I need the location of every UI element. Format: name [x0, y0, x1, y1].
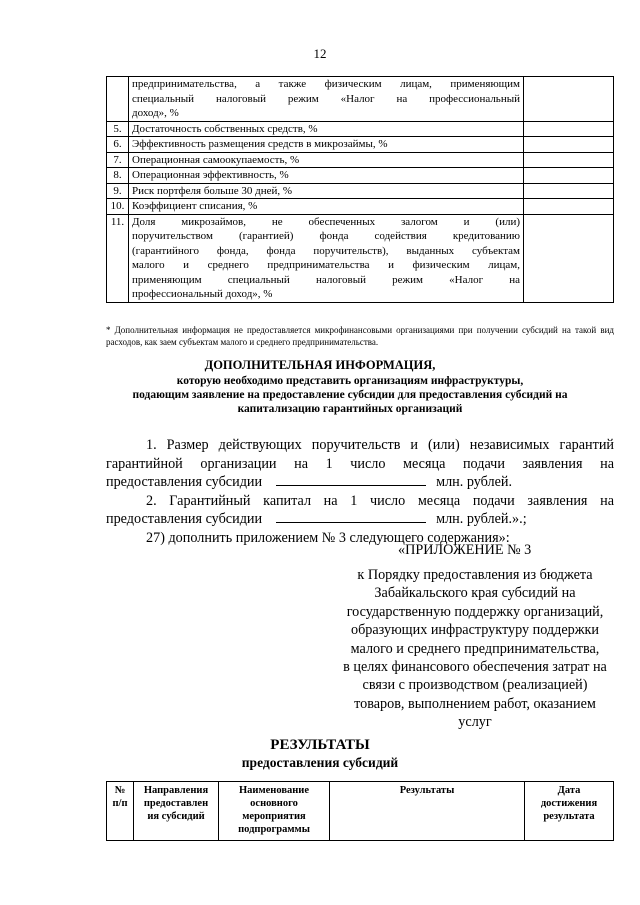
header-line: результата — [543, 811, 595, 822]
column-header-direction — [134, 782, 219, 841]
header-line: Наименование — [239, 785, 309, 796]
row-number — [107, 77, 129, 122]
body-text — [106, 436, 614, 548]
footnote: * Дополнительная информация не предоставляется микрофинансовыми организациями при получении субсидий на такой вид расходов, как заем субъектам малого и среднего предпринимательства. — [106, 325, 614, 347]
column-header-results — [330, 782, 525, 841]
header-line: предоставлен — [143, 798, 209, 809]
row-description — [129, 77, 524, 122]
row-line: применяющим специальный налоговый режим «Налог на — [132, 273, 520, 286]
header-line: № — [114, 785, 126, 796]
appendix-line: образующих инфраструктуру поддержки — [350, 622, 600, 639]
appendix-line: связи с производством (реализацией) — [362, 677, 588, 694]
page-number: 12 — [313, 46, 327, 61]
table-row — [107, 168, 614, 184]
subtitle-line: капитализацию гарантийных организаций — [237, 403, 463, 415]
row-number: 10. — [107, 199, 129, 215]
header-line: Направления — [143, 785, 209, 796]
table-row — [107, 199, 614, 215]
row-number: 6. — [107, 137, 129, 153]
appendix-line: малого и среднего предпринимательства, — [350, 640, 600, 657]
header-line: основного — [250, 798, 298, 809]
row-line: Доля микрозаймов, не обеспеченных залогом и (или) — [132, 215, 520, 228]
paragraph-line — [106, 510, 614, 529]
appendix-line: Забайкальского края субсидий на — [374, 585, 576, 602]
row-description: Достаточность собственных средств, % — [129, 121, 524, 137]
row-description: Коэффициент списания, % — [129, 199, 524, 215]
row-number: 11. — [107, 214, 129, 302]
row-number: 7. — [107, 152, 129, 168]
table-row — [107, 137, 614, 153]
text-fragment: предоставления субсидии — [106, 474, 263, 491]
subtitle-line: которую необходимо представить организациям инфраструктуры, — [176, 375, 524, 387]
row-description: Операционная самоокупаемость, % — [129, 152, 524, 168]
row-value — [524, 137, 614, 153]
row-value — [524, 214, 614, 302]
row-number: 5. — [107, 121, 129, 137]
blank-field — [276, 510, 426, 523]
blank-field — [276, 473, 426, 486]
table-row — [107, 152, 614, 168]
paragraph-line: гарантийной организации на 1 число месяца подачи заявления на — [106, 455, 614, 472]
row-value — [524, 152, 614, 168]
row-description: Операционная эффективность, % — [129, 168, 524, 184]
appendix-reference — [330, 566, 620, 732]
header-line: мероприятия — [242, 811, 306, 822]
additional-info-title: ДОПОЛНИТЕЛЬНАЯ ИНФОРМАЦИЯ, — [204, 358, 436, 372]
header-line: Дата — [557, 785, 581, 796]
header-line: ия субсидий — [147, 811, 205, 822]
row-value — [524, 183, 614, 199]
table-row — [107, 77, 614, 122]
row-line: предпринимательства, а также физическим лицам, применяющим — [132, 78, 520, 90]
row-line: малого и среднего предпринимательства и физическим лицам, — [132, 259, 520, 271]
paragraph-line: 2. Гарантийный капитал на 1 число месяца подачи заявления на — [146, 492, 614, 509]
header-line: п/п — [112, 798, 128, 809]
results-title: РЕЗУЛЬТАТЫ — [270, 737, 370, 753]
results-subtitle: предоставления субсидий — [241, 755, 399, 770]
column-header-number — [107, 782, 134, 841]
table-row — [107, 183, 614, 199]
row-line: профессиональный доход», % — [132, 288, 273, 300]
additional-info-subtitle — [90, 374, 610, 416]
row-line: специальный налоговый режим «Налог на профессиональный — [132, 92, 520, 105]
table-row — [107, 214, 614, 302]
row-value — [524, 121, 614, 137]
row-line: доход», % — [132, 107, 179, 119]
indicators-table — [106, 76, 614, 303]
paragraph-line: 1. Размер действующих поручительств и (или) независимых гарантий — [146, 437, 614, 453]
row-description: Эффективность размещения средств в микрозаймы, % — [129, 137, 524, 153]
paragraph-line: 27) дополнить приложением № 3 следующего содержания»: — [146, 529, 510, 546]
row-line: поручительством (гарантией) фонда содействия кредитованию — [132, 230, 520, 242]
paragraph-line — [106, 473, 614, 492]
table-header-row — [107, 782, 614, 841]
appendix-line: в целях финансового обеспечения затрат на — [343, 659, 607, 676]
subtitle-line: подающим заявление на предоставление субсидии для предоставления субсидий на — [132, 389, 568, 401]
row-description — [129, 214, 524, 302]
appendix-line: услуг — [458, 714, 492, 731]
row-value — [524, 168, 614, 184]
row-line: (гарантийного фонда, фонда поручительств), выданных субъектам — [132, 244, 520, 257]
row-value — [524, 77, 614, 122]
header-line: подпрограммы — [238, 824, 310, 835]
appendix-heading: «ПРИЛОЖЕНИЕ № 3 — [398, 542, 532, 558]
appendix-line: к Порядку предоставления из бюджета — [357, 567, 593, 583]
row-number: 9. — [107, 183, 129, 199]
row-number: 8. — [107, 168, 129, 184]
results-table — [106, 781, 614, 841]
header-line: достижения — [540, 798, 598, 809]
text-fragment: млн. рублей.».; — [436, 511, 527, 528]
appendix-line: государственную поддержку организаций, — [346, 603, 604, 620]
table-row — [107, 121, 614, 137]
header-line: Результаты — [399, 785, 455, 796]
row-description: Риск портфеля больше 30 дней, % — [129, 183, 524, 199]
text-fragment: предоставления субсидии — [106, 511, 263, 528]
row-value — [524, 199, 614, 215]
text-fragment: млн. рублей. — [436, 474, 513, 491]
appendix-line: товаров, выполнением работ, оказанием — [354, 695, 596, 712]
column-header-activity — [219, 782, 330, 841]
column-header-date — [525, 782, 614, 841]
